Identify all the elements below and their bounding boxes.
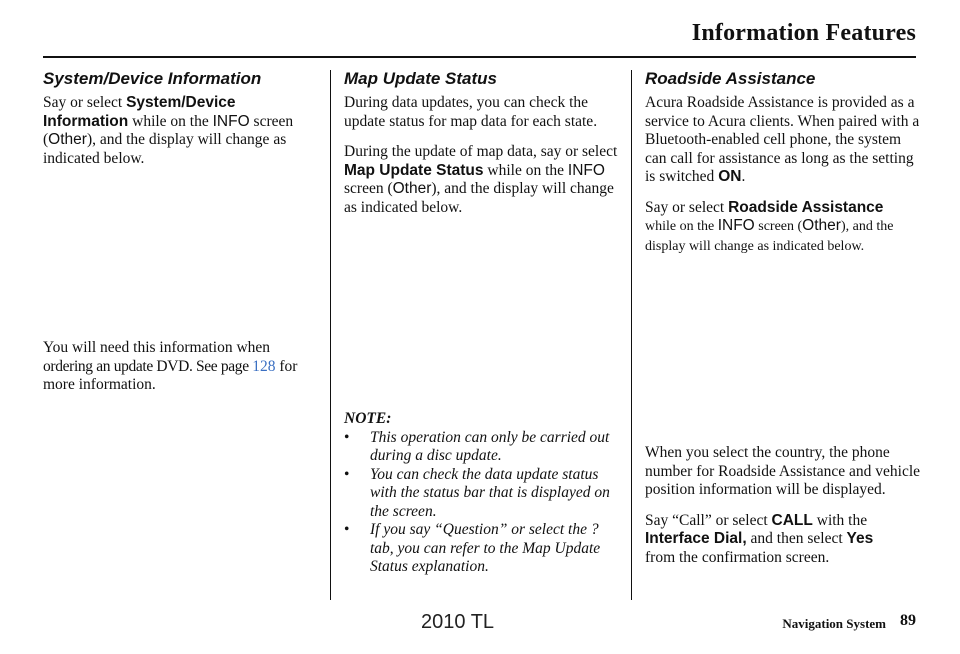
text: with the (812, 511, 868, 529)
update-dvd-paragraph (43, 339, 321, 395)
screen-name-info: INFO (567, 161, 605, 179)
text: Say or select (645, 198, 729, 216)
bullet-icon: • (344, 465, 350, 483)
note-text: If you say “Question” or select the ? tab, you can refer to the Map Update Status explanation. (370, 521, 601, 575)
text: screen ( (754, 219, 803, 234)
control-interface-dial: Interface Dial, (645, 530, 747, 547)
bullet-icon: • (344, 521, 350, 538)
text: Acura Roadside Assistance is provided as a service to Acura clients. When paired with a Bluetooth-enabled cell phone, the system can call for assistance as long as the setting is switched (645, 94, 920, 185)
map-update-intro: During data updates, you can check the update status for map data for each state. (344, 94, 598, 130)
footer-section-name: Navigation System (782, 616, 886, 631)
text: from the confirmation screen. (645, 548, 830, 566)
roadside-intro (645, 94, 925, 187)
section-heading-system-device: System/Device Information (43, 69, 262, 88)
roadside-instructions (645, 199, 925, 257)
tab-name-other: Other (802, 217, 841, 234)
page-number: 89 (900, 612, 916, 629)
note-item (344, 429, 624, 466)
note-box (344, 410, 624, 577)
command-call: CALL (771, 511, 813, 529)
text: During the update of map data, say or select (344, 143, 618, 160)
column-roadside (645, 68, 925, 566)
screen-name-info: INFO (717, 217, 755, 234)
section-heading-roadside: Roadside Assistance (645, 69, 816, 88)
text: ordering an update DVD. See page (43, 357, 253, 375)
setting-on: ON (718, 168, 742, 185)
title-rule (43, 56, 916, 58)
text: screen ( (344, 180, 393, 197)
roadside-result-block (645, 444, 925, 579)
text: while on the (483, 161, 568, 179)
page-title: Information Features (691, 20, 916, 46)
text: while on the (128, 112, 213, 130)
note-text: You can check the data update status with the status bar that is displayed on the screen. (370, 465, 610, 520)
tab-name-other: Other (392, 180, 432, 197)
note-text: This operation can only be carried out during a disc update. (370, 428, 610, 464)
page-128-link[interactable]: 128 (252, 357, 276, 375)
section-heading-map-update: Map Update Status (344, 69, 498, 88)
command-system-device-information: System/Device Information (43, 94, 236, 130)
note-item (344, 521, 624, 577)
command-yes: Yes (846, 530, 874, 547)
note-list (344, 429, 624, 577)
column-system-device (43, 68, 321, 393)
tab-name-other: Other (48, 131, 87, 148)
text: while on the (645, 219, 718, 234)
roadside-call-paragraph (645, 512, 925, 568)
map-update-instructions (344, 143, 618, 217)
text: and then select (746, 530, 847, 547)
column-map-update (344, 68, 618, 575)
roadside-country-paragraph: When you select the country, the phone number for Roadside Assistance and vehicle position information will be displayed. (645, 444, 921, 498)
screen-name-info: INFO (212, 112, 250, 130)
text: ), and the display will change as indicated below. (43, 131, 287, 167)
text: Say or select (43, 94, 127, 111)
note-label: NOTE: (344, 410, 392, 427)
column-divider-left (330, 70, 331, 600)
column-divider-right (631, 70, 632, 600)
text: ), and the display will change as indicated below. (645, 219, 894, 254)
command-map-update-status: Map Update Status (344, 161, 484, 179)
text: ), and the display will change as indicated below. (344, 180, 614, 216)
command-roadside-assistance: Roadside Assistance (728, 198, 884, 216)
text: Say “Call” or select (645, 511, 772, 529)
text: . (741, 168, 746, 185)
watermark: 2010 TL (421, 611, 495, 633)
text: You will need this information when (43, 339, 271, 356)
text: screen ( (43, 112, 294, 148)
system-device-paragraph (43, 94, 321, 168)
text: for more information. (43, 357, 298, 393)
note-item (344, 466, 624, 522)
bullet-icon: • (344, 428, 350, 446)
